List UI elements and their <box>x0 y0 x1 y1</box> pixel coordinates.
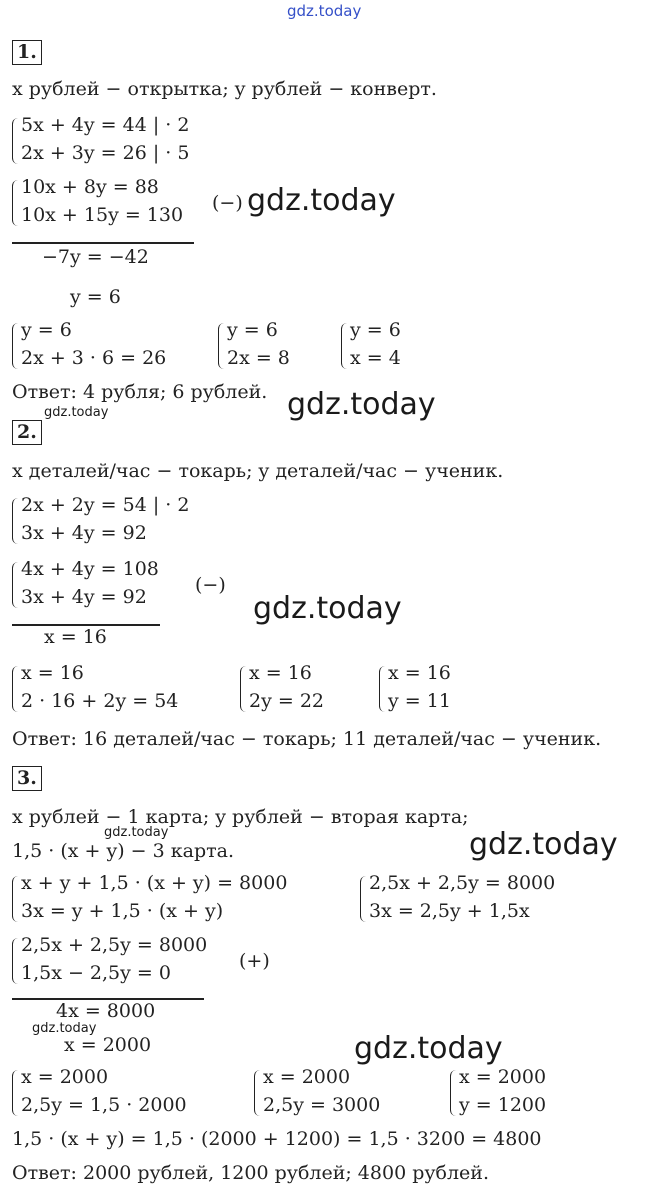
problem-2-answer: Ответ: 16 деталей/час − токарь; 11 деталей/час − ученик. <box>12 728 602 750</box>
problem-1-result: −7y = −42 <box>42 246 149 268</box>
equation: x = 4 <box>350 347 401 369</box>
problem-3-intro-2: 1,5 · (x + y) − 3 карта. <box>12 840 234 862</box>
brace <box>12 876 20 922</box>
watermark: gdz.today <box>354 1031 503 1066</box>
equation: x + y + 1,5 · (x + y) = 8000 <box>21 872 288 894</box>
equation: 2 · 16 + 2y = 54 <box>21 690 179 712</box>
equation: x = 2000 <box>21 1066 109 1088</box>
equation: y = 6 <box>227 319 278 341</box>
equation: 3x = 2,5y + 1,5x <box>369 900 530 922</box>
problem-3-intro: x рублей − 1 карта; y рублей − вторая карта; <box>12 806 469 828</box>
brace <box>218 323 226 369</box>
equation: y = 1200 <box>459 1094 547 1116</box>
brace <box>12 323 20 369</box>
brace <box>12 1070 20 1116</box>
brace <box>240 666 248 712</box>
equation: 3x = y + 1,5 · (x + y) <box>21 900 224 922</box>
problem-2-result: x = 16 <box>44 626 107 648</box>
problem-3-x-value: x = 2000 <box>64 1034 152 1056</box>
problem-3-answer: Ответ: 2000 рублей, 1200 рублей; 4800 рублей. <box>12 1162 489 1184</box>
top-watermark: gdz.today <box>287 2 362 20</box>
watermark: gdz.today <box>32 1021 97 1036</box>
equation: x = 2000 <box>459 1066 547 1088</box>
watermark: gdz.today <box>247 183 396 218</box>
brace <box>12 666 20 712</box>
equation: 2,5x + 2,5y = 8000 <box>21 934 208 956</box>
problem-2-number: 2. <box>12 420 42 445</box>
problem-3-calculation: 1,5 · (x + y) = 1,5 · (2000 + 1200) = 1,5 · 3200 = 4800 <box>12 1128 542 1150</box>
equation: x = 16 <box>249 662 312 684</box>
equation: 5x + 4y = 44 | · 2 <box>21 114 190 136</box>
equation: 10x + 15y = 130 <box>21 204 184 226</box>
equation: 2x + 3 · 6 = 26 <box>21 347 167 369</box>
equation: 2x + 3y = 26 | · 5 <box>21 142 190 164</box>
brace <box>12 562 20 608</box>
brace <box>341 323 349 369</box>
problem-1-operation: (−) <box>212 192 243 214</box>
brace <box>254 1070 262 1116</box>
brace <box>12 180 20 226</box>
equation: y = 6 <box>21 319 72 341</box>
equation: 3x + 4y = 92 <box>21 586 147 608</box>
watermark: gdz.today <box>104 825 169 840</box>
equation: 2x = 8 <box>227 347 290 369</box>
problem-3-result: 4x = 8000 <box>56 1000 156 1022</box>
watermark: gdz.today <box>287 387 436 422</box>
watermark: gdz.today <box>44 405 109 420</box>
brace <box>379 666 387 712</box>
brace <box>12 118 20 164</box>
equation: y = 6 <box>350 319 401 341</box>
equation: 4x + 4y = 108 <box>21 558 159 580</box>
equation: 2x + 2y = 54 | · 2 <box>21 494 190 516</box>
problem-1-intro: x рублей − открытка; y рублей − конверт. <box>12 78 437 100</box>
problem-3-number: 3. <box>12 766 42 791</box>
watermark: gdz.today <box>469 827 618 862</box>
equation: 1,5x − 2,5y = 0 <box>21 962 171 984</box>
equation: 3x + 4y = 92 <box>21 522 147 544</box>
problem-1-y-value: y = 6 <box>70 286 121 308</box>
brace <box>12 498 20 544</box>
problem-2-operation: (−) <box>195 574 226 596</box>
brace <box>12 938 20 984</box>
equation: 2y = 22 <box>249 690 324 712</box>
problem-3-operation: (+) <box>239 950 270 972</box>
problem-2-intro: x деталей/час − токарь; y деталей/час − ученик. <box>12 460 504 482</box>
equation: 10x + 8y = 88 <box>21 176 159 198</box>
equation: y = 11 <box>388 690 451 712</box>
brace <box>450 1070 458 1116</box>
problem-1-number: 1. <box>12 40 42 65</box>
problem-1-answer: Ответ: 4 рубля; 6 рублей. <box>12 381 268 403</box>
equation: 2,5y = 1,5 · 2000 <box>21 1094 187 1116</box>
equation: x = 16 <box>388 662 451 684</box>
equation: 2,5y = 3000 <box>263 1094 381 1116</box>
equation: x = 16 <box>21 662 84 684</box>
brace <box>360 876 368 922</box>
problem-1-subtraction-line <box>12 242 194 244</box>
watermark: gdz.today <box>253 591 402 626</box>
equation: 2,5x + 2,5y = 8000 <box>369 872 556 894</box>
equation: x = 2000 <box>263 1066 351 1088</box>
